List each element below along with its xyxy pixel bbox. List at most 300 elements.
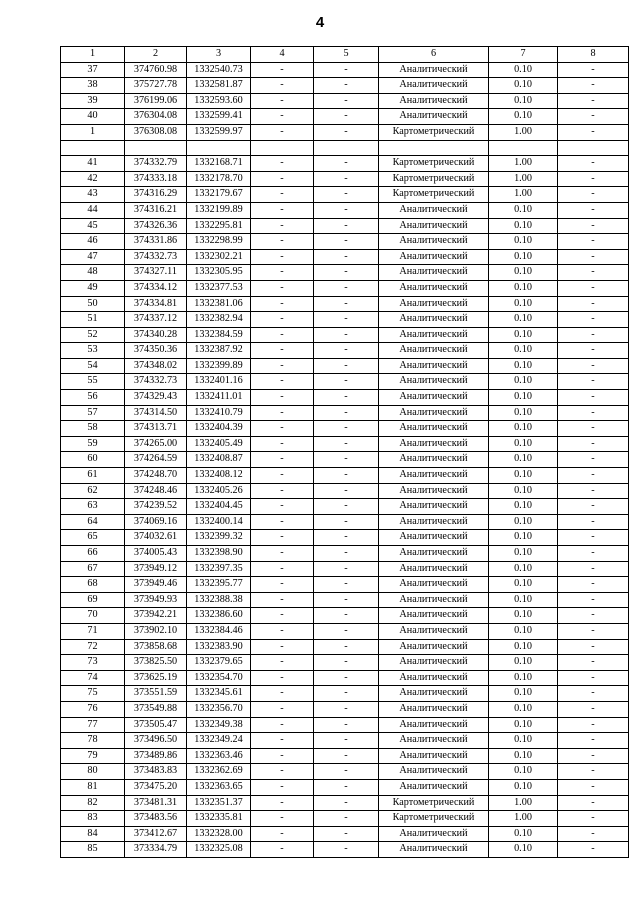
table-cell: Аналитический — [379, 514, 489, 530]
table-cell: 64 — [61, 514, 125, 530]
table-cell: Аналитический — [379, 655, 489, 671]
table-cell: 374327.11 — [125, 265, 187, 281]
table-cell: 373949.93 — [125, 592, 187, 608]
table-header-row — [61, 47, 629, 63]
header-cell: 2 — [125, 47, 187, 63]
table-cell: 0.10 — [489, 592, 558, 608]
table-cell: - — [251, 218, 314, 234]
table-cell: - — [558, 608, 629, 624]
table-cell: 374337.12 — [125, 312, 187, 328]
table-cell: - — [251, 795, 314, 811]
table-cell: 49 — [61, 280, 125, 296]
table-cell: 58 — [61, 421, 125, 437]
table-cell: - — [558, 218, 629, 234]
table-cell: - — [314, 592, 379, 608]
table-cell: 373942.21 — [125, 608, 187, 624]
table-cell: 373489.86 — [125, 748, 187, 764]
header-cell: 4 — [251, 47, 314, 63]
table-cell: - — [314, 187, 379, 203]
table-cell: - — [314, 218, 379, 234]
table-cell — [379, 140, 489, 156]
table-cell: 1.00 — [489, 187, 558, 203]
table-cell: - — [314, 358, 379, 374]
table-cell: 41 — [61, 156, 125, 172]
table-cell: 50 — [61, 296, 125, 312]
table-cell: - — [558, 421, 629, 437]
table-cell: 0.10 — [489, 670, 558, 686]
table-cell: Аналитический — [379, 312, 489, 328]
table-cell: - — [251, 234, 314, 250]
table-cell: 65 — [61, 530, 125, 546]
table-cell: - — [558, 280, 629, 296]
table-cell: - — [251, 312, 314, 328]
table-cell: 48 — [61, 265, 125, 281]
header-cell: 3 — [187, 47, 251, 63]
table-row — [61, 795, 629, 811]
coordinates-table-body — [61, 47, 629, 858]
table-cell: - — [251, 249, 314, 265]
table-cell: 1332325.08 — [187, 842, 251, 858]
table-cell: - — [558, 312, 629, 328]
table-cell: 374350.36 — [125, 343, 187, 359]
table-cell: 373858.68 — [125, 639, 187, 655]
table-cell: 0.10 — [489, 296, 558, 312]
table-cell: 373949.12 — [125, 561, 187, 577]
table-cell: - — [314, 468, 379, 484]
table-cell: - — [251, 499, 314, 515]
table-cell: 1332400.14 — [187, 514, 251, 530]
table-row — [61, 842, 629, 858]
table-cell: 0.10 — [489, 374, 558, 390]
page-number: 4 — [315, 14, 325, 31]
table-row — [61, 608, 629, 624]
table-cell: - — [314, 234, 379, 250]
coordinates-table — [60, 46, 629, 858]
table-row — [61, 312, 629, 328]
table-cell: 0.10 — [489, 249, 558, 265]
table-cell: 373549.88 — [125, 701, 187, 717]
table-cell: 66 — [61, 546, 125, 562]
table-cell: - — [558, 499, 629, 515]
table-row — [61, 811, 629, 827]
table-cell: 1332295.81 — [187, 218, 251, 234]
table-cell: - — [558, 795, 629, 811]
table-row — [61, 499, 629, 515]
table-cell: - — [251, 592, 314, 608]
table-cell: - — [251, 639, 314, 655]
table-cell: - — [314, 265, 379, 281]
table-cell: 1332383.90 — [187, 639, 251, 655]
table-cell: 375727.78 — [125, 78, 187, 94]
table-cell: 0.10 — [489, 421, 558, 437]
table-cell: Аналитический — [379, 592, 489, 608]
table-cell: - — [314, 390, 379, 406]
table-cell: Аналитический — [379, 280, 489, 296]
table-cell: 1332349.38 — [187, 717, 251, 733]
table-cell: - — [314, 608, 379, 624]
table-row — [61, 171, 629, 187]
table-cell: - — [558, 483, 629, 499]
table-cell: - — [558, 670, 629, 686]
table-cell: - — [314, 405, 379, 421]
table-cell: - — [251, 530, 314, 546]
table-cell: 374332.73 — [125, 374, 187, 390]
table-cell: - — [251, 93, 314, 109]
table-cell: 374032.61 — [125, 530, 187, 546]
table-row — [61, 623, 629, 639]
table-row — [61, 109, 629, 125]
table-cell: - — [251, 701, 314, 717]
table-cell: 374332.79 — [125, 156, 187, 172]
table-cell: Аналитический — [379, 733, 489, 749]
table-cell: - — [558, 530, 629, 546]
table-cell: - — [251, 156, 314, 172]
table-cell: Аналитический — [379, 358, 489, 374]
table-cell: 56 — [61, 390, 125, 406]
table-cell: - — [558, 717, 629, 733]
table-cell: 1332381.06 — [187, 296, 251, 312]
table-row — [61, 592, 629, 608]
table-row — [61, 468, 629, 484]
table-cell: - — [314, 639, 379, 655]
table-cell: 1332399.32 — [187, 530, 251, 546]
table-cell: 0.10 — [489, 733, 558, 749]
table-row — [61, 421, 629, 437]
table-cell: - — [251, 327, 314, 343]
table-cell: - — [314, 62, 379, 78]
table-cell: Аналитический — [379, 826, 489, 842]
table-cell: - — [251, 748, 314, 764]
table-cell: 373551.59 — [125, 686, 187, 702]
table-cell: 0.10 — [489, 546, 558, 562]
table-row — [61, 577, 629, 593]
table-cell: 47 — [61, 249, 125, 265]
table-cell: Аналитический — [379, 764, 489, 780]
table-cell: 1.00 — [489, 156, 558, 172]
table-cell: 0.10 — [489, 561, 558, 577]
table-cell: - — [251, 436, 314, 452]
table-cell: - — [314, 296, 379, 312]
table-cell: Аналитический — [379, 234, 489, 250]
table-cell: 1332405.26 — [187, 483, 251, 499]
table-cell: 1.00 — [489, 795, 558, 811]
table-cell: 373475.20 — [125, 779, 187, 795]
table-cell: - — [558, 390, 629, 406]
table-cell: Аналитический — [379, 748, 489, 764]
table-cell: - — [558, 202, 629, 218]
table-cell: - — [314, 312, 379, 328]
table-cell: - — [558, 234, 629, 250]
table-cell: 75 — [61, 686, 125, 702]
table-row — [61, 670, 629, 686]
table-row — [61, 655, 629, 671]
table-row — [61, 202, 629, 218]
table-cell: Аналитический — [379, 717, 489, 733]
table-cell: 0.10 — [489, 234, 558, 250]
table-row — [61, 124, 629, 140]
table-cell: 37 — [61, 62, 125, 78]
table-cell: - — [314, 499, 379, 515]
table-cell: 374334.12 — [125, 280, 187, 296]
table-cell: - — [251, 577, 314, 593]
table-cell: Аналитический — [379, 701, 489, 717]
table-cell: Аналитический — [379, 218, 489, 234]
table-cell: 1332178.70 — [187, 171, 251, 187]
table-cell: 374248.70 — [125, 468, 187, 484]
table-cell: - — [251, 561, 314, 577]
table-cell: 373334.79 — [125, 842, 187, 858]
table-cell: - — [558, 546, 629, 562]
table-cell: - — [314, 623, 379, 639]
table-cell: 374331.86 — [125, 234, 187, 250]
table-cell: 59 — [61, 436, 125, 452]
table-cell: 374316.21 — [125, 202, 187, 218]
table-cell: 374314.50 — [125, 405, 187, 421]
table-cell: - — [251, 78, 314, 94]
table-cell: 1332408.12 — [187, 468, 251, 484]
table-cell: 374264.59 — [125, 452, 187, 468]
table-cell: - — [558, 639, 629, 655]
table-cell: - — [251, 468, 314, 484]
table-cell: Аналитический — [379, 109, 489, 125]
table-cell: 0.10 — [489, 312, 558, 328]
table-row — [61, 514, 629, 530]
table-row — [61, 452, 629, 468]
table-cell: 0.10 — [489, 468, 558, 484]
table-cell: - — [558, 452, 629, 468]
table-cell: - — [314, 109, 379, 125]
table-cell: - — [314, 436, 379, 452]
table-cell: - — [558, 358, 629, 374]
table-cell: Аналитический — [379, 577, 489, 593]
table-cell: 1332404.39 — [187, 421, 251, 437]
table-cell: - — [558, 327, 629, 343]
table-cell: - — [558, 842, 629, 858]
table-cell: - — [558, 265, 629, 281]
table-cell: Аналитический — [379, 202, 489, 218]
table-cell: 57 — [61, 405, 125, 421]
table-cell: 1332382.94 — [187, 312, 251, 328]
table-cell: - — [314, 811, 379, 827]
table-cell: 52 — [61, 327, 125, 343]
table-cell: 0.10 — [489, 499, 558, 515]
table-cell: - — [251, 296, 314, 312]
table-row — [61, 374, 629, 390]
table-cell: - — [558, 187, 629, 203]
table-cell: 1332377.53 — [187, 280, 251, 296]
table-row — [61, 561, 629, 577]
table-cell: 46 — [61, 234, 125, 250]
table-cell — [125, 140, 187, 156]
table-cell: 61 — [61, 468, 125, 484]
table-cell: 1332335.81 — [187, 811, 251, 827]
table-cell: 51 — [61, 312, 125, 328]
table-cell: - — [251, 358, 314, 374]
table-cell: 1332199.89 — [187, 202, 251, 218]
table-cell: Аналитический — [379, 546, 489, 562]
table-cell: Аналитический — [379, 499, 489, 515]
table-cell: 0.10 — [489, 779, 558, 795]
table-cell: Картометрический — [379, 171, 489, 187]
table-cell: 0.10 — [489, 826, 558, 842]
table-cell: 1332363.65 — [187, 779, 251, 795]
table-cell: 44 — [61, 202, 125, 218]
table-row — [61, 327, 629, 343]
table-cell: 1332298.99 — [187, 234, 251, 250]
table-cell: - — [251, 343, 314, 359]
table-cell: 0.10 — [489, 280, 558, 296]
table-cell: Аналитический — [379, 249, 489, 265]
table-cell: 67 — [61, 561, 125, 577]
table-cell: - — [314, 421, 379, 437]
table-cell: 374329.43 — [125, 390, 187, 406]
table-cell: 76 — [61, 701, 125, 717]
table-cell: 0.10 — [489, 405, 558, 421]
table-cell: - — [314, 343, 379, 359]
table-cell: 0.10 — [489, 577, 558, 593]
table-cell: - — [314, 452, 379, 468]
table-cell: Картометрический — [379, 124, 489, 140]
table-cell: 43 — [61, 187, 125, 203]
table-cell: Картометрический — [379, 156, 489, 172]
table-cell: - — [251, 826, 314, 842]
table-cell: - — [251, 717, 314, 733]
table-cell: 1332404.45 — [187, 499, 251, 515]
table-cell: 68 — [61, 577, 125, 593]
table-cell: 82 — [61, 795, 125, 811]
table-cell: - — [314, 701, 379, 717]
table-cell: 374239.52 — [125, 499, 187, 515]
table-cell: - — [558, 374, 629, 390]
table-cell: 373481.31 — [125, 795, 187, 811]
table-cell: Аналитический — [379, 265, 489, 281]
table-cell: Аналитический — [379, 343, 489, 359]
table-cell: Аналитический — [379, 468, 489, 484]
table-cell: 1332379.65 — [187, 655, 251, 671]
table-cell — [558, 140, 629, 156]
table-cell: 0.10 — [489, 530, 558, 546]
table-cell: Аналитический — [379, 639, 489, 655]
table-cell: - — [251, 811, 314, 827]
table-cell: - — [251, 421, 314, 437]
table-row — [61, 733, 629, 749]
table-cell: - — [314, 374, 379, 390]
table-row — [61, 187, 629, 203]
table-cell: 45 — [61, 218, 125, 234]
table-cell: 0.10 — [489, 483, 558, 499]
table-cell: 0.10 — [489, 390, 558, 406]
table-cell: - — [558, 296, 629, 312]
table-cell: 374332.73 — [125, 249, 187, 265]
table-cell: - — [558, 561, 629, 577]
table-cell: - — [558, 764, 629, 780]
table-cell: - — [314, 171, 379, 187]
table-cell: - — [251, 779, 314, 795]
table-cell: 1332408.87 — [187, 452, 251, 468]
table-cell: - — [314, 327, 379, 343]
table-cell: 0.10 — [489, 452, 558, 468]
table-row — [61, 218, 629, 234]
table-cell: 81 — [61, 779, 125, 795]
table-row — [61, 390, 629, 406]
table-cell: Аналитический — [379, 374, 489, 390]
table-cell: 0.10 — [489, 202, 558, 218]
table-cell: - — [251, 124, 314, 140]
table-cell: 1332354.70 — [187, 670, 251, 686]
header-cell: 5 — [314, 47, 379, 63]
table-cell: - — [558, 436, 629, 452]
table-cell: 1332599.97 — [187, 124, 251, 140]
table-cell: Аналитический — [379, 390, 489, 406]
table-cell: - — [314, 156, 379, 172]
table-cell: 1332356.70 — [187, 701, 251, 717]
table-cell: - — [251, 546, 314, 562]
table-cell: - — [558, 93, 629, 109]
table-cell: - — [251, 109, 314, 125]
table-cell: 85 — [61, 842, 125, 858]
table-cell: 54 — [61, 358, 125, 374]
table-cell: Аналитический — [379, 530, 489, 546]
table-cell: - — [314, 686, 379, 702]
table-cell: - — [314, 733, 379, 749]
table-cell: 0.10 — [489, 764, 558, 780]
table-row — [61, 249, 629, 265]
table-cell: 1332387.92 — [187, 343, 251, 359]
table-row — [61, 436, 629, 452]
table-cell: 374333.18 — [125, 171, 187, 187]
table-cell: - — [558, 405, 629, 421]
table-cell: 1332593.60 — [187, 93, 251, 109]
table-row — [61, 701, 629, 717]
table-cell: - — [251, 62, 314, 78]
table-cell: Картометрический — [379, 811, 489, 827]
table-cell: 1332302.21 — [187, 249, 251, 265]
table-cell: - — [251, 374, 314, 390]
table-cell: - — [314, 249, 379, 265]
table-cell: Аналитический — [379, 608, 489, 624]
table-cell: 72 — [61, 639, 125, 655]
table-cell: 1332405.49 — [187, 436, 251, 452]
table-cell: 1332410.79 — [187, 405, 251, 421]
table-cell: - — [558, 171, 629, 187]
table-row — [61, 358, 629, 374]
table-cell: 1332384.46 — [187, 623, 251, 639]
table-cell: - — [251, 280, 314, 296]
table-cell: 84 — [61, 826, 125, 842]
table-cell: 374313.71 — [125, 421, 187, 437]
table-cell: 79 — [61, 748, 125, 764]
table-cell: 1.00 — [489, 124, 558, 140]
table-cell: - — [558, 343, 629, 359]
table-row — [61, 78, 629, 94]
table-cell: 1332411.01 — [187, 390, 251, 406]
table-cell: Аналитический — [379, 62, 489, 78]
table-cell: - — [314, 483, 379, 499]
table-cell — [187, 140, 251, 156]
table-cell: 0.10 — [489, 265, 558, 281]
table-cell: 0.10 — [489, 62, 558, 78]
table-cell: 74 — [61, 670, 125, 686]
table-cell: Аналитический — [379, 561, 489, 577]
table-cell: 0.10 — [489, 93, 558, 109]
table-cell: 83 — [61, 811, 125, 827]
table-cell: - — [251, 733, 314, 749]
table-cell: - — [251, 187, 314, 203]
table-cell: Аналитический — [379, 421, 489, 437]
table-cell: - — [251, 608, 314, 624]
table-cell: - — [314, 530, 379, 546]
table-cell: 39 — [61, 93, 125, 109]
